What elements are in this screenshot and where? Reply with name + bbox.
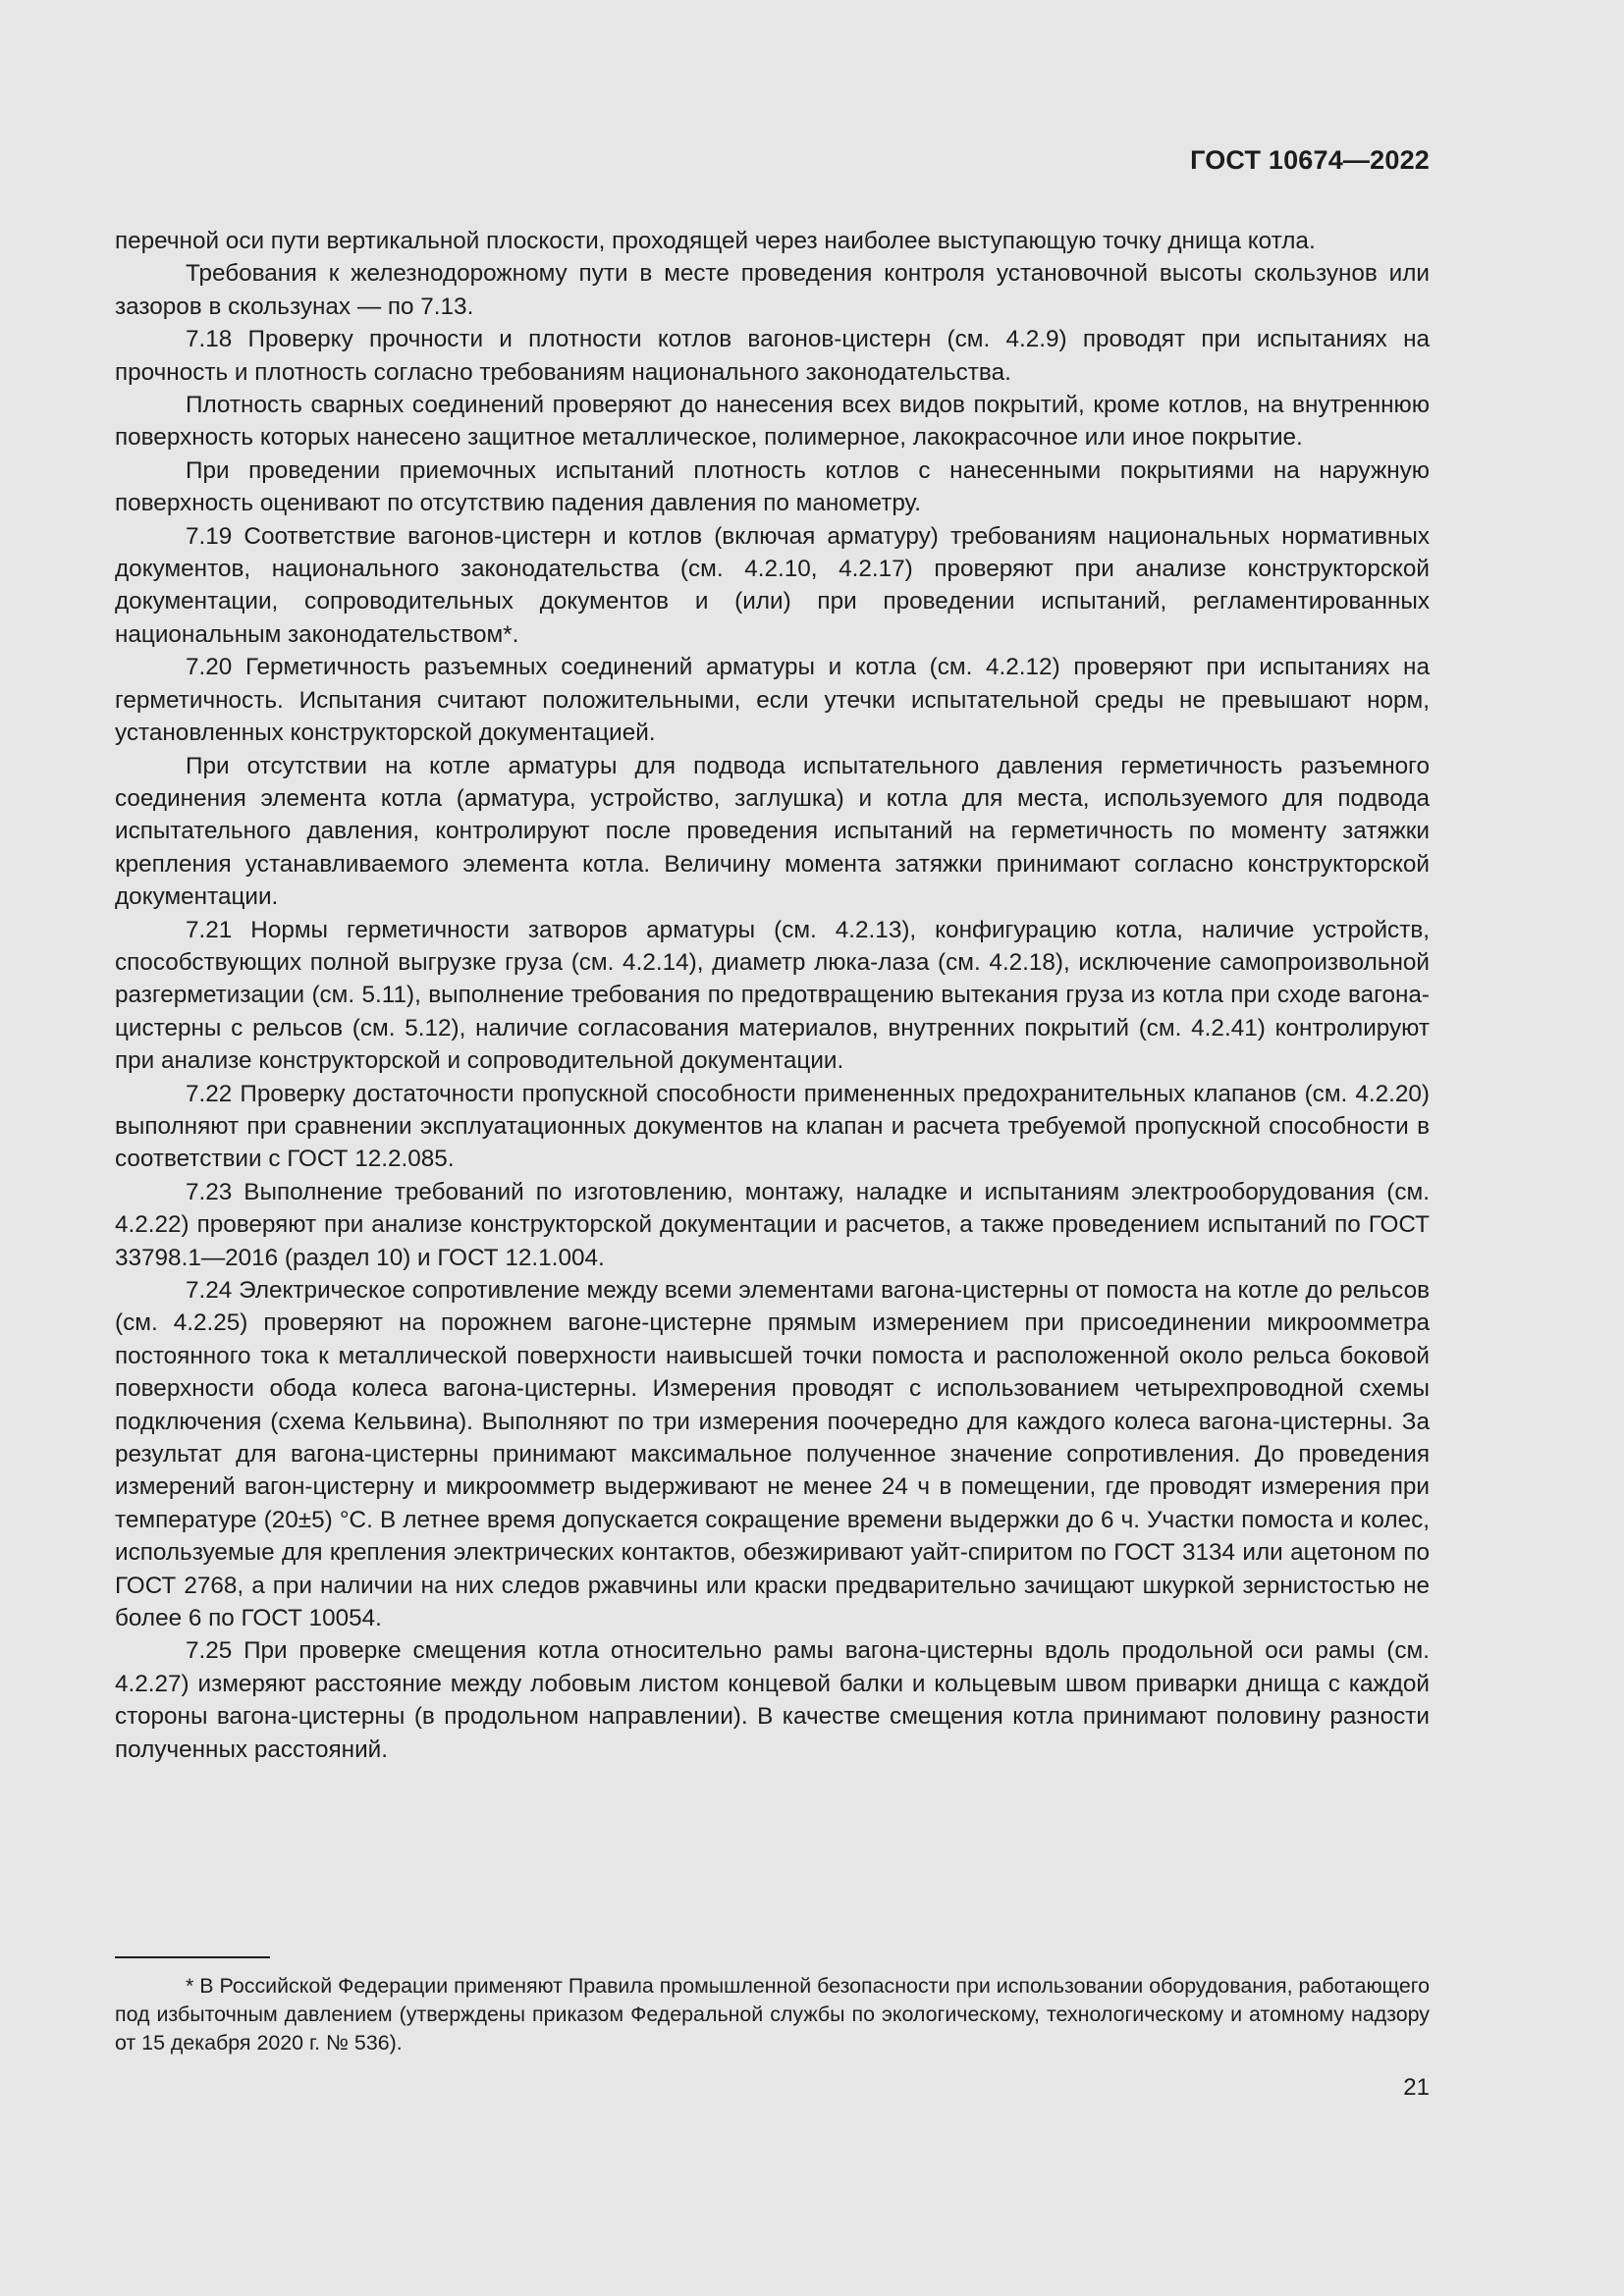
paragraph-7-23: 7.23 Выполнение требований по изготовлению, монтажу, наладке и испытаниям электрооборудования (см. 4.2.22) проверяют при анализе конструкторской документации и расчетов, а также проведением испытаний по ГОСТ 33798.1—2016 (раздел 10) и ГОСТ 12.1.004. [115, 1178, 1430, 1271]
paragraph-7-21: 7.21 Нормы герметичности затворов арматуры (см. 4.2.13), конфигурацию котла, наличие устройств, способствующих полной выгрузке груза (см. 4.2.14), диаметр люка-лаза (см. 4.2.18), исключение самопроизвольной разгерметизации (см. 5.11), выполнение требования по предотвращению вытекания груза из котла при сходе вагона-цистерны с рельсов (см. 5.12), наличие согласования материалов, внутренних покрытий (см. 4.2.41) контролируют при анализе конструкторской и сопроводительной документации. [115, 916, 1430, 1075]
paragraph-weld-tightness: Плотность сварных соединений проверяют до нанесения всех видов покрытий, кроме котлов, на внутреннюю поверхность которых нанесено защитное металлическое, полимерное, лакокрасочное или иное покрытие. [115, 392, 1430, 452]
paragraph-7-19: 7.19 Соответствие вагонов-цистерн и котлов (включая арматуру) требованиям национальных нормативных документов, национального законодательства (см. 4.2.10, 4.2.17) проверяют при анализе конструкторской документации, сопроводительных документов и (или) при проведении испытаний, регламентированных национальным законодательством*. [115, 522, 1430, 648]
footnote: * В Российской Федерации применяют Правила промышленной безопасности при использовании оборудования, работающего под избыточным давлением (утверждены приказом Федеральной службы по экологическому, технологическому и атомному надзору от 15 декабря 2020 г. № 536). [115, 1974, 1430, 2055]
paragraph-tightening-torque: При отсутствии на котле арматуры для подвода испытательного давления герметичность разъемного соединения элемента котла (арматура, устройство, заглушка) и котла для места, используемого для подвода испытательного давления, контролируют после проведения испытаний на герметичность по моменту затяжки крепления устанавливаемого элемента котла. Величину момента затяжки принимают согласно конструкторской документации. [115, 752, 1430, 911]
paragraph-continuation: перечной оси пути вертикальной плоскости, проходящей через наиболее выступающую точку днища котла. [115, 228, 1316, 254]
paragraph-7-20: 7.20 Герметичность разъемных соединений арматуры и котла (см. 4.2.12) проверяют при испытаниях на герметичность. Испытания считают положительными, если утечки испытательной среды не превышают норм, установленных конструкторской документацией. [115, 654, 1430, 747]
page-number: 21 [1403, 2074, 1430, 2101]
main-text [115, 225, 1430, 1766]
footnote-divider [115, 1956, 270, 1958]
paragraph-track-requirements: Требования к железнодорожному пути в месте проведения контроля установочной высоты скользунов или зазоров в скользунах — по 7.13. [115, 260, 1430, 320]
paragraph-acceptance-tests: При проведении приемочных испытаний плотность котлов с нанесенными покрытиями на наружную поверхность оценивают по отсутствию падения давления по манометру. [115, 456, 1430, 517]
paragraph-7-22: 7.22 Проверку достаточности пропускной способности примененных предохранительных клапанов (см. 4.2.20) выполняют при сравнении эксплуатационных документов на клапан и расчета требуемой пропускной способности в соответствии с ГОСТ 12.2.085. [115, 1080, 1430, 1173]
paragraph-7-25: 7.25 При проверке смещения котла относительно рамы вагона-цистерны вдоль продольной оси рамы (см. 4.2.27) измеряют расстояние между лобовым листом концевой балки и кольцевым швом приварки днища с каждой стороны вагона-цистерны (в продольном направлении). В качестве смещения котла принимают половину разности полученных расстояний. [115, 1637, 1430, 1763]
document-designation: ГОСТ 10674—2022 [1190, 145, 1430, 175]
paragraph-7-18: 7.18 Проверку прочности и плотности котлов вагонов-цистерн (см. 4.2.9) проводят при испытаниях на прочность и плотность согласно требованиям национального законодательства. [115, 326, 1430, 386]
paragraph-7-24: 7.24 Электрическое сопротивление между всеми элементами вагона-цистерны от помоста на котле до рельсов (см. 4.2.25) проверяют на порожнем вагоне-цистерне прямым измерением при присоединении микроомметра постоянного тока к металлической поверхности наивысшей точки помоста и расположенной около рельса боковой поверхности обода колеса вагона-цистерны. Измерения проводят с использованием четырехпроводной схемы подключения (схема Кельвина). Выполняют по три измерения поочередно для каждого колеса вагона-цистерны. За результат для вагона-цистерны принимают максимальное полученное значение сопротивления. До проведения измерений вагон-цистерну и микроомметр выдерживают не менее 24 ч в помещении, где проводят измерения при температуре (20±5) °С. В летнее время допускается сокращение времени выдержки до 6 ч. Участки помоста и колес, используемые для крепления электрических контактов, обезжиривают уайт-спиритом по ГОСТ 3134 или ацетоном по ГОСТ 2768, а при наличии на них следов ржавчины или краски предварительно зачищают шкуркой зернистостью не более 6 по ГОСТ 10054. [115, 1277, 1430, 1632]
